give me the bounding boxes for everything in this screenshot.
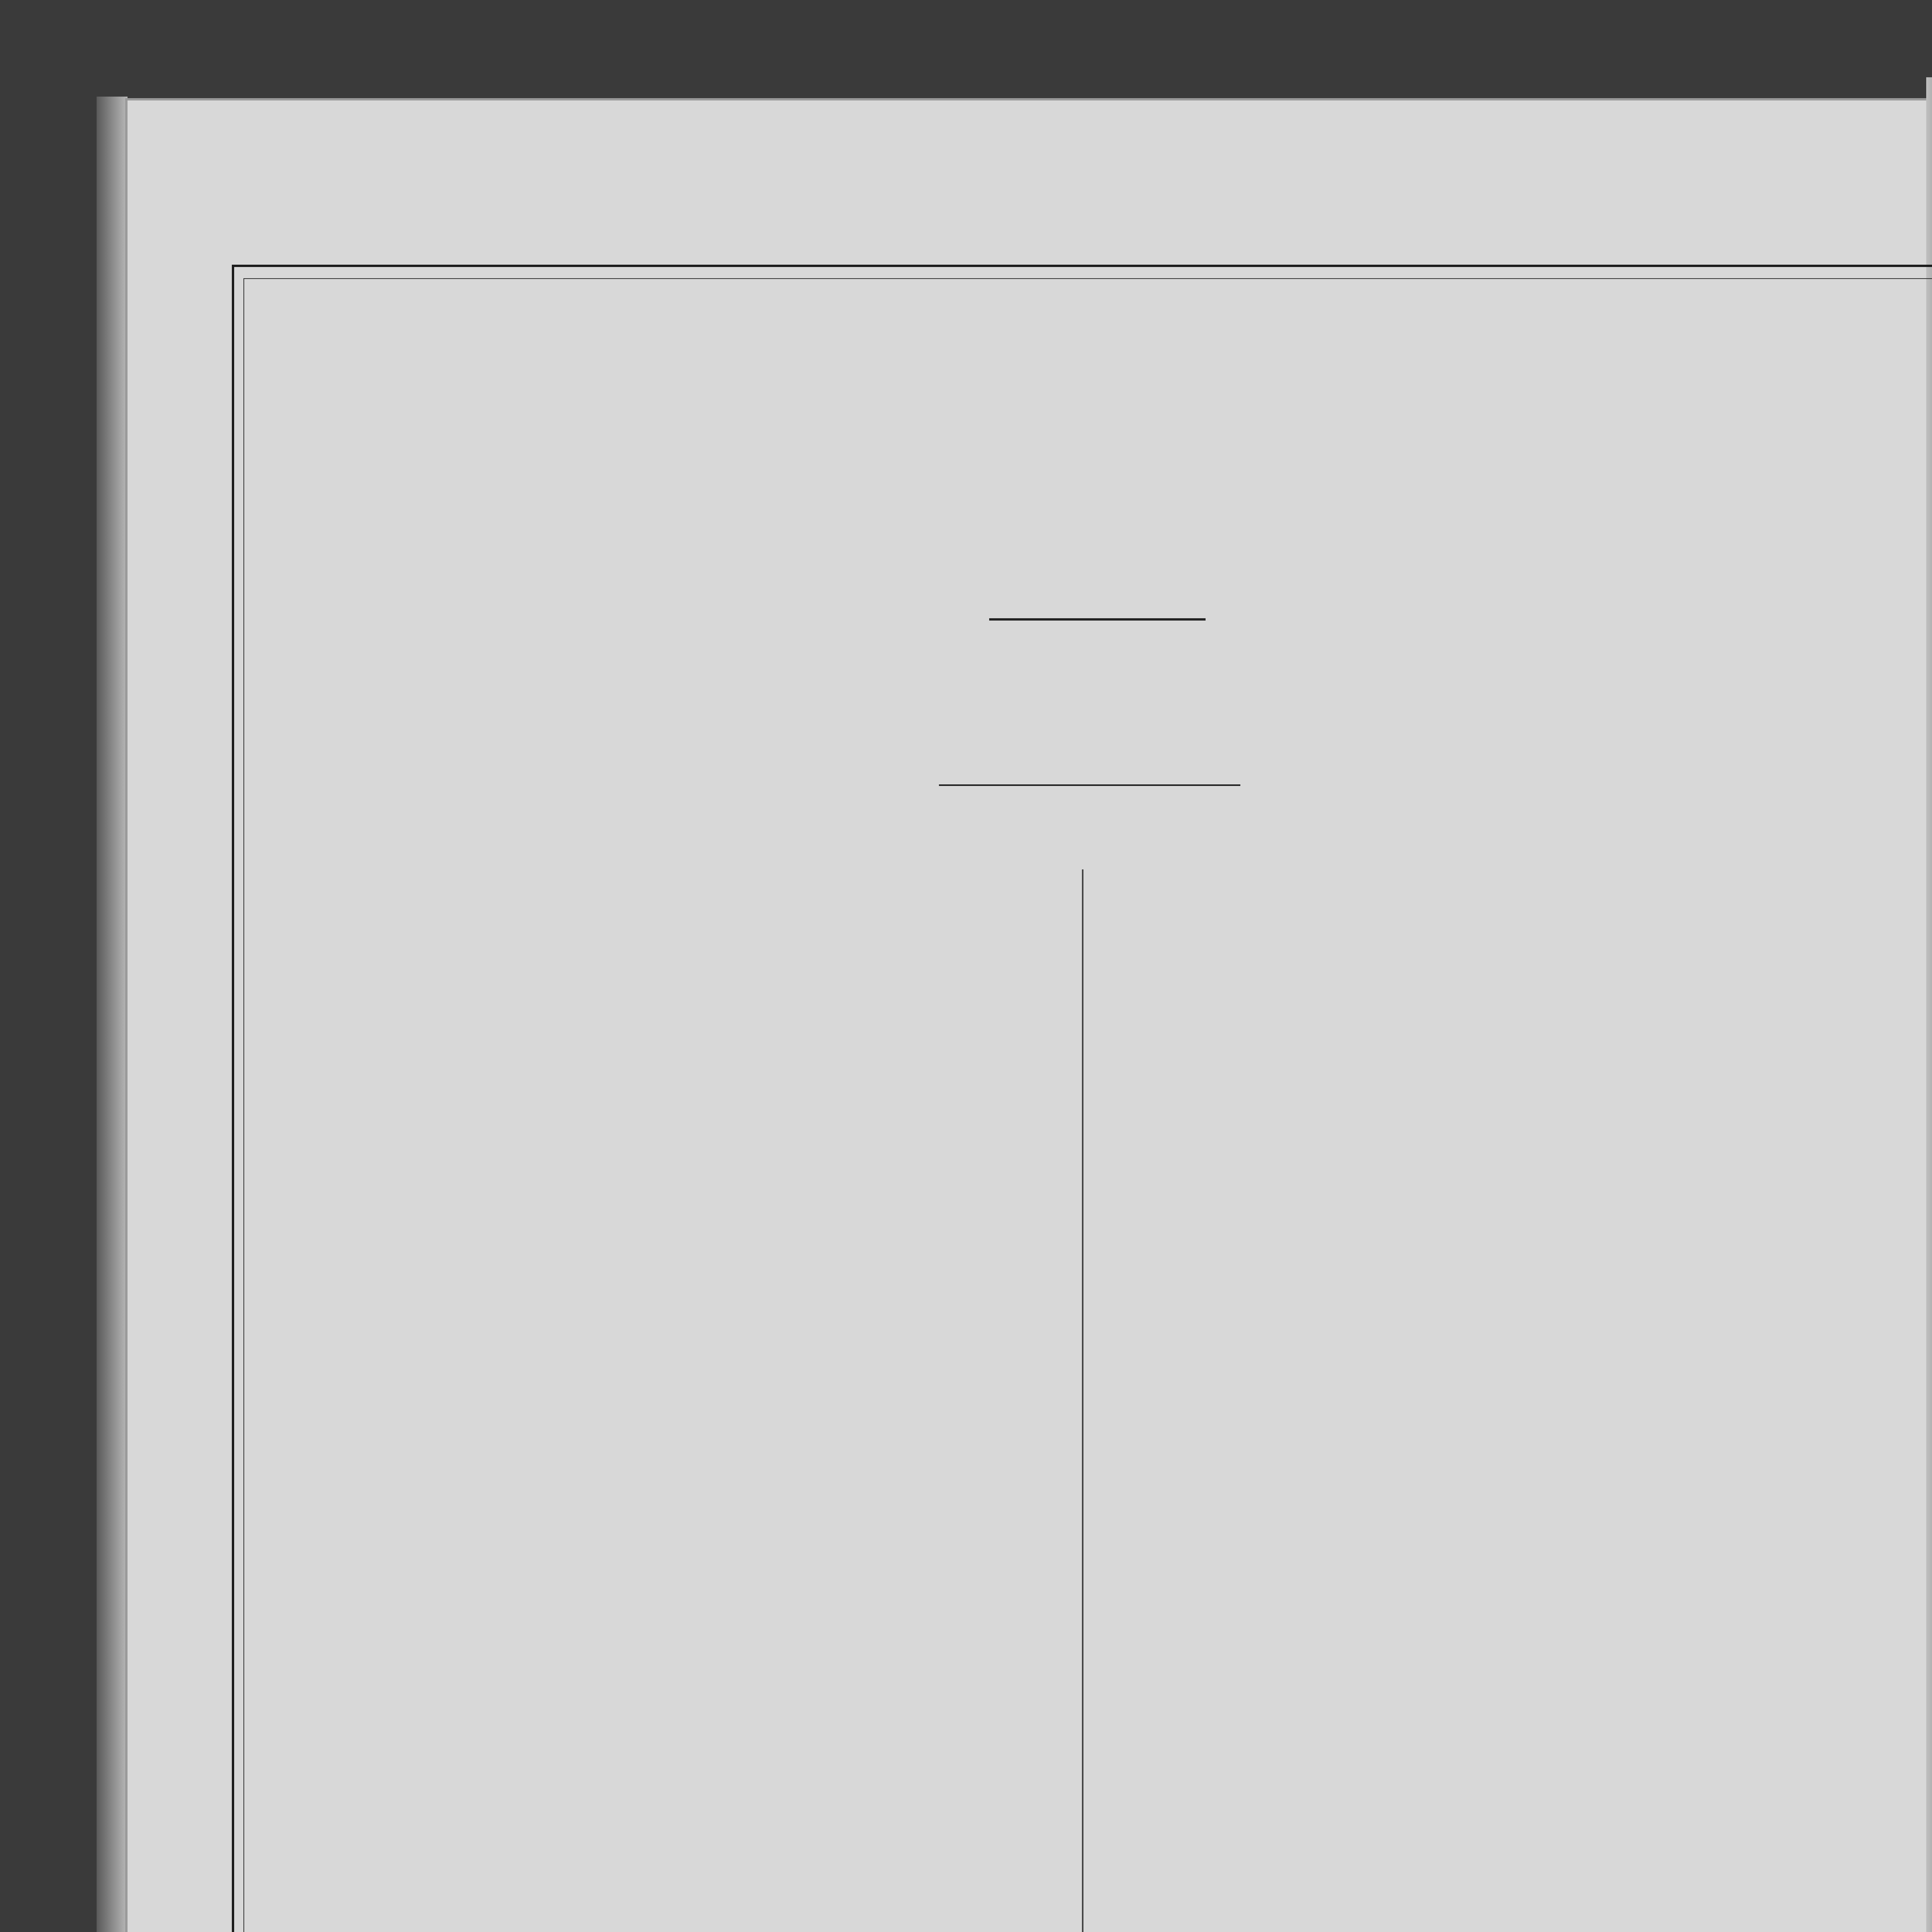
page-shadow-left	[97, 97, 128, 1932]
page-frame-inner	[243, 278, 1932, 1932]
divider-rule	[939, 784, 1240, 786]
column-separator	[1082, 869, 1083, 1932]
divider-rule	[989, 618, 1206, 621]
